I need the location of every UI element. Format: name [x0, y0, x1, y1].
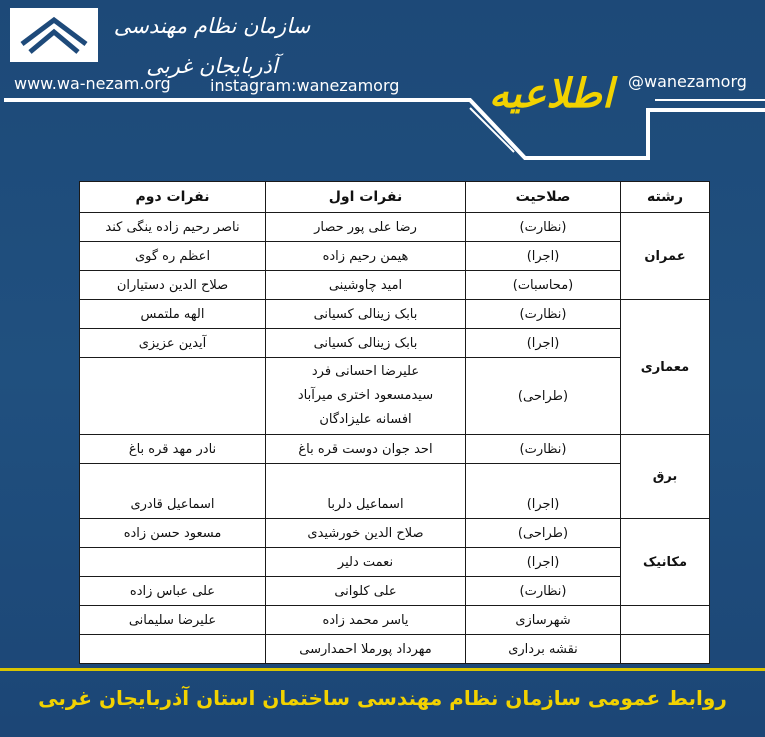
second-person-cell: اسماعیل قادری [80, 464, 266, 519]
table-row [80, 464, 710, 519]
header-field: رشته [621, 182, 710, 213]
table-row [80, 548, 710, 577]
competency-cell: (اجرا) [466, 242, 621, 271]
second-person-cell [80, 635, 266, 664]
first-person-cell: اسماعیل دلربا [266, 464, 466, 519]
header-first-persons: نفرات اول [266, 182, 466, 213]
second-person-cell: اعظم ره گوی [80, 242, 266, 271]
assignments-table [79, 181, 710, 664]
field-cell-empty [621, 606, 710, 635]
competency-cell: (اجرا) [466, 548, 621, 577]
table-header-row [80, 182, 710, 213]
website-link[interactable]: www.wa-nezam.org [14, 74, 171, 93]
second-person-cell [80, 548, 266, 577]
second-person-cell: علیرضا سلیمانی [80, 606, 266, 635]
competency-cell: (اجرا) [466, 464, 621, 519]
first-person-cell: بابک زینالی کسیانی [266, 300, 466, 329]
field-mechanical: مکانیک [621, 519, 710, 606]
competency-cell: (نظارت) [466, 435, 621, 464]
table-row [80, 300, 710, 329]
field-cell-empty [621, 635, 710, 664]
table-row [80, 519, 710, 548]
table-row [80, 329, 710, 358]
footer-divider [0, 668, 765, 671]
first-person-cell: یاسر محمد زاده [266, 606, 466, 635]
second-person-cell: علی عباس زاده [80, 577, 266, 606]
competency-cell: (نظارت) [466, 577, 621, 606]
field-electrical: برق [621, 435, 710, 519]
table-row [80, 606, 710, 635]
competency-cell: شهرسازی [466, 606, 621, 635]
person-name: سیدمسعود اختری میرآباد [297, 388, 434, 403]
competency-cell: (طراحی) [466, 519, 621, 548]
header-second-persons: نفرات دوم [80, 182, 266, 213]
second-person-cell: آیدین عزیزی [80, 329, 266, 358]
first-person-cell [266, 358, 466, 435]
second-person-cell: صلاح الدین دستیاران [80, 271, 266, 300]
table-row [80, 577, 710, 606]
competency-cell: (نظارت) [466, 213, 621, 242]
social-handle[interactable]: @wanezamorg [628, 72, 747, 91]
footer-public-relations: روابط عمومی سازمان نظام مهندسی ساختمان استان آذربایجان غربی [38, 686, 727, 710]
second-person-cell [80, 358, 266, 435]
first-person-cell: علی کلوانی [266, 577, 466, 606]
second-person-cell: مسعود حسن زاده [80, 519, 266, 548]
competency-cell: (طراحی) [466, 358, 621, 435]
first-person-cell: هیمن رحیم زاده [266, 242, 466, 271]
table-row [80, 358, 710, 435]
first-person-cell: امید چاوشینی [266, 271, 466, 300]
person-name: علیرضا احسانی فرد [311, 364, 420, 379]
field-architecture: معماری [621, 300, 710, 435]
table-row [80, 435, 710, 464]
table-row [80, 635, 710, 664]
first-person-cell: نعمت دلیر [266, 548, 466, 577]
first-person-cell: صلاح الدین خورشیدی [266, 519, 466, 548]
first-person-cell: رضا علی پور حصار [266, 213, 466, 242]
table-row [80, 242, 710, 271]
table-row [80, 271, 710, 300]
person-name: افسانه علیزادگان [319, 412, 412, 427]
first-person-cell: احد جوان دوست قره باغ [266, 435, 466, 464]
second-person-cell: الهه ملتمس [80, 300, 266, 329]
announcement-title: اطلاعیه [488, 70, 614, 117]
competency-cell: (نظارت) [466, 300, 621, 329]
competency-cell: (اجرا) [466, 329, 621, 358]
organization-name: سازمان نظام مهندسی آذربایجان غربی [113, 14, 311, 78]
first-person-cell: بابک زینالی کسیانی [266, 329, 466, 358]
competency-cell: نقشه برداری [466, 635, 621, 664]
table-row [80, 213, 710, 242]
second-person-cell: نادر مهد قره باغ [80, 435, 266, 464]
organization-logo [8, 6, 100, 64]
header-competency: صلاحیت [466, 182, 621, 213]
competency-cell: (محاسبات) [466, 271, 621, 300]
first-person-cell: مهرداد پورملا احمدارسی [266, 635, 466, 664]
instagram-link[interactable]: instagram:wanezamorg [210, 76, 400, 95]
second-person-cell: ناصر رحیم زاده ینگی کند [80, 213, 266, 242]
field-civil: عمران [621, 213, 710, 300]
